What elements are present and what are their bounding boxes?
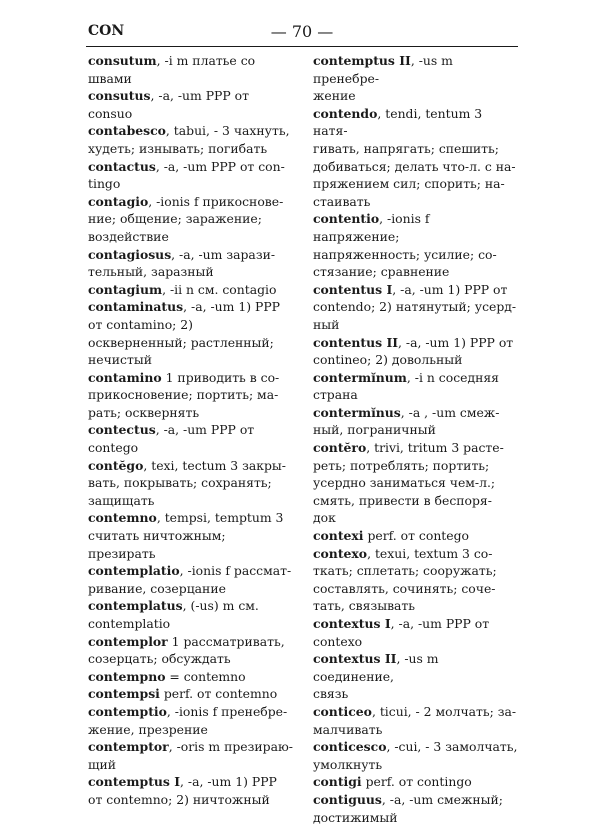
entry-continuation-line: напряженность; усилие; со-	[313, 246, 497, 262]
entry-continuation-line: достижимый	[313, 809, 398, 825]
headword: contendo	[313, 105, 378, 121]
entry-first-line: contexi perf. от contego	[313, 528, 470, 544]
dictionary-entry	[313, 703, 518, 738]
dictionary-entry	[313, 439, 518, 527]
entry-continuation-line: добиваться; делать что-л. с на-	[313, 158, 516, 174]
entry-continuation-line: ривание, созерцание	[88, 580, 226, 596]
dictionary-entry	[313, 281, 518, 334]
entry-continuation-line: рать; осквернять	[88, 404, 200, 420]
headword: contamino	[88, 369, 162, 385]
entry-continuation-line: худеть; изнывать; погибать	[88, 140, 268, 156]
headword: contemplor	[88, 633, 168, 649]
entry-first-line: contiguus, -a, -um смежный;	[313, 791, 503, 807]
headword: contexo	[313, 545, 368, 561]
entry-first-line: contemptus I, -a, -um 1) PPP	[88, 774, 277, 790]
headword: contextus II	[313, 651, 397, 667]
entry-continuation-line: contego	[88, 440, 139, 456]
headword: contactus	[88, 158, 156, 174]
headword: contagium	[88, 281, 163, 297]
entry-first-line: contermĭnus, -a , -um смеж-	[313, 404, 500, 420]
entry-continuation-line: tingo	[88, 176, 121, 192]
headword: consutum	[88, 53, 157, 68]
headword: contexi	[313, 528, 364, 544]
dictionary-entry	[88, 509, 293, 562]
entry-continuation-line: жение, презрение	[88, 721, 208, 737]
entry-first-line: consutus, -a, -um PPP от consuo	[88, 88, 249, 121]
entry-continuation-line: умолкнуть	[313, 756, 383, 772]
entry-continuation-line: ный, пограничный	[313, 422, 436, 438]
entry-first-line: contempsi perf. от contemno	[88, 686, 278, 702]
headword: contempsi	[88, 686, 160, 702]
left-column	[88, 52, 293, 809]
entry-first-line: contexo, texui, textum 3 со-	[313, 545, 493, 561]
entry-first-line: contagium, -ii n см. contagio	[88, 281, 277, 297]
dictionary-entry	[313, 791, 518, 826]
entry-first-line: contentus I, -a, -um 1) PPP от	[313, 281, 508, 297]
dictionary-entry	[313, 210, 518, 280]
entry-first-line: contĕro, trivi, tritum 3 расте-	[313, 440, 504, 456]
entry-continuation-line: составлять, сочинять; соче-	[313, 580, 496, 596]
entry-first-line: contendo, tendi, tentum 3 натя-	[313, 105, 483, 139]
dictionary-entry	[313, 527, 518, 545]
entry-first-line: contemplatus, (-us) m см.	[88, 598, 259, 614]
dictionary-entry	[313, 334, 518, 369]
guide-word: CON	[88, 23, 125, 39]
dictionary-entry	[88, 246, 293, 281]
page-number: — 70 —	[270, 22, 334, 41]
entry-first-line: contigi perf. от contingo	[313, 774, 472, 790]
entry-continuation-line: вать, покрывать; сохранять;	[88, 475, 272, 491]
headword: contemplatus	[88, 598, 183, 614]
entry-first-line: contĕgo, texi, tectum 3 закры-	[88, 457, 286, 473]
dictionary-entry	[88, 597, 293, 632]
headword: contemptor	[88, 739, 169, 755]
dictionary-entry	[88, 281, 293, 299]
entry-continuation-line: жение	[313, 88, 356, 104]
dictionary-entry	[88, 87, 293, 122]
headword: contemno	[88, 510, 157, 526]
entry-continuation-line: от contemno; 2) ничтожный	[88, 791, 270, 807]
entry-first-line: contagiosus, -a, -um зарази-	[88, 246, 276, 262]
headword: conticesco	[313, 739, 387, 755]
dictionary-entry	[88, 773, 293, 808]
entry-first-line: conticesco, -cui, - 3 замолчать,	[313, 739, 518, 755]
dictionary-entry	[313, 773, 518, 791]
entry-continuation-line: гивать, напрягать; спешить;	[313, 140, 499, 156]
dictionary-entry	[88, 685, 293, 703]
dictionary-entry	[88, 158, 293, 193]
entry-continuation-line: тельный, заразный	[88, 264, 214, 280]
entry-first-line: contextus II, -us m соединение,	[313, 651, 439, 684]
entry-first-line: conticeo, ticui, - 2 молчать; за-	[313, 703, 517, 719]
entry-continuation-line: contendo; 2) натянутый; усерд-	[313, 299, 517, 315]
entry-continuation-line: contineo; 2) довольный	[313, 352, 463, 368]
entry-first-line: consutum, -i m платье со швами	[88, 53, 256, 86]
dictionary-entry	[313, 738, 518, 773]
dictionary-entry	[88, 457, 293, 510]
right-column	[313, 52, 518, 826]
headword: conticeo	[313, 703, 372, 719]
headword: contaminatus	[88, 299, 184, 315]
entry-first-line: contemptio, -ionis f пренебре-	[88, 703, 288, 719]
entry-continuation-line: contexo	[313, 633, 363, 649]
entry-first-line: contentus II, -a, -um 1) PPP от	[313, 334, 514, 350]
entry-continuation-line: стаивать	[313, 193, 371, 209]
headword: contemptio	[88, 703, 167, 719]
headword: contectus	[88, 422, 156, 438]
headword: contemptus II	[313, 53, 411, 68]
headword: contigi	[313, 774, 362, 790]
entry-continuation-line: смять, привести в беспоря-	[313, 492, 492, 508]
entry-continuation-line: воздействие	[88, 228, 169, 244]
dictionary-entry	[88, 633, 293, 668]
dictionary-entry	[313, 615, 518, 650]
headword: contextus I	[313, 616, 391, 631]
headword: contagiosus	[88, 246, 172, 262]
headword: contabesco	[88, 123, 166, 139]
headword: contemptus I	[88, 774, 181, 790]
entry-continuation-line: щий	[88, 756, 117, 772]
dictionary-entry	[313, 105, 518, 211]
dictionary-entry	[313, 404, 518, 439]
entry-continuation-line: от contamino; 2) оскверненный; растленный; нечистый	[88, 316, 274, 368]
entry-continuation-line: тать, связывать	[313, 598, 416, 614]
headword: consutus	[88, 88, 151, 104]
headword: contentus I	[313, 281, 393, 297]
entry-first-line: contemptor, -oris m презираю-	[88, 739, 293, 755]
dictionary-entry	[88, 703, 293, 738]
dictionary-entry	[88, 52, 293, 87]
entry-first-line: contentio, -ionis f напряжение;	[313, 211, 430, 244]
headword: contiguus	[313, 791, 382, 807]
entry-continuation-line: усердно заниматься чем-л.;	[313, 475, 496, 491]
headword: contĕro	[313, 440, 367, 456]
page-header	[86, 20, 518, 47]
entry-first-line: contemno, tempsi, temptum 3	[88, 510, 284, 526]
entry-continuation-line: защищать	[88, 492, 155, 508]
entry-continuation-line: реть; потреблять; портить;	[313, 457, 490, 473]
headword: contĕgo	[88, 457, 144, 473]
dictionary-entry	[88, 421, 293, 456]
entry-continuation-line: стязание; сравнение	[313, 264, 450, 280]
entry-continuation-line: contemplatio	[88, 616, 171, 631]
dictionary-entry	[88, 122, 293, 157]
entry-continuation-line: малчивать	[313, 721, 383, 737]
headword: contemplatio	[88, 563, 180, 579]
entry-continuation-line: связь	[313, 686, 349, 702]
headword: contempno	[88, 668, 166, 684]
headword: contagio	[88, 193, 149, 209]
entry-continuation-line: считать ничтожным; презирать	[88, 528, 226, 561]
entry-first-line: contemplor 1 рассматривать,	[88, 633, 285, 649]
dictionary-entry	[313, 650, 518, 703]
dictionary-entry	[88, 369, 293, 422]
entry-continuation-line: созерцать; обсуждать	[88, 651, 231, 667]
entry-first-line: contectus, -a, -um PPP от	[88, 422, 255, 438]
entry-continuation-line: ный	[313, 316, 340, 332]
entry-first-line: contermĭnum, -i n соседняя	[313, 369, 499, 385]
entry-first-line: contemptus II, -us m пренебре-	[313, 53, 453, 86]
headword: contentio	[313, 211, 380, 227]
entry-first-line: contaminatus, -a, -um 1) PPP	[88, 299, 280, 315]
entry-first-line: contactus, -a, -um PPP от con-	[88, 158, 285, 174]
dictionary-entry	[88, 298, 293, 368]
entry-first-line: contextus I, -a, -um PPP от	[313, 616, 490, 631]
dictionary-entry	[88, 193, 293, 246]
headword: contentus II	[313, 334, 399, 350]
entry-continuation-line: док	[313, 510, 336, 526]
dictionary-entry	[88, 562, 293, 597]
entry-first-line: contempno = contemno	[88, 668, 246, 684]
dictionary-entry	[88, 738, 293, 773]
entry-continuation-line: страна	[313, 387, 358, 403]
dictionary-entry	[313, 52, 518, 105]
dictionary-entry	[313, 369, 518, 404]
entry-first-line: contamino 1 приводить в со-	[88, 369, 280, 385]
entry-continuation-line: пряжением сил; спорить; на-	[313, 176, 505, 192]
headword: contermĭnus	[313, 404, 401, 420]
entry-continuation-line: прикосновение; портить; ма-	[88, 387, 279, 403]
headword: contermĭnum	[313, 369, 407, 385]
entry-continuation-line: ние; общение; заражение;	[88, 211, 262, 227]
dictionary-entry	[88, 668, 293, 686]
entry-first-line: contabesco, tabui, - 3 чахнуть,	[88, 123, 290, 139]
entry-first-line: contemplatio, -ionis f рассмат-	[88, 563, 292, 579]
entry-continuation-line: ткать; сплетать; сооружать;	[313, 563, 497, 579]
dictionary-entry	[313, 545, 518, 615]
entry-first-line: contagio, -ionis f прикоснове-	[88, 193, 284, 209]
